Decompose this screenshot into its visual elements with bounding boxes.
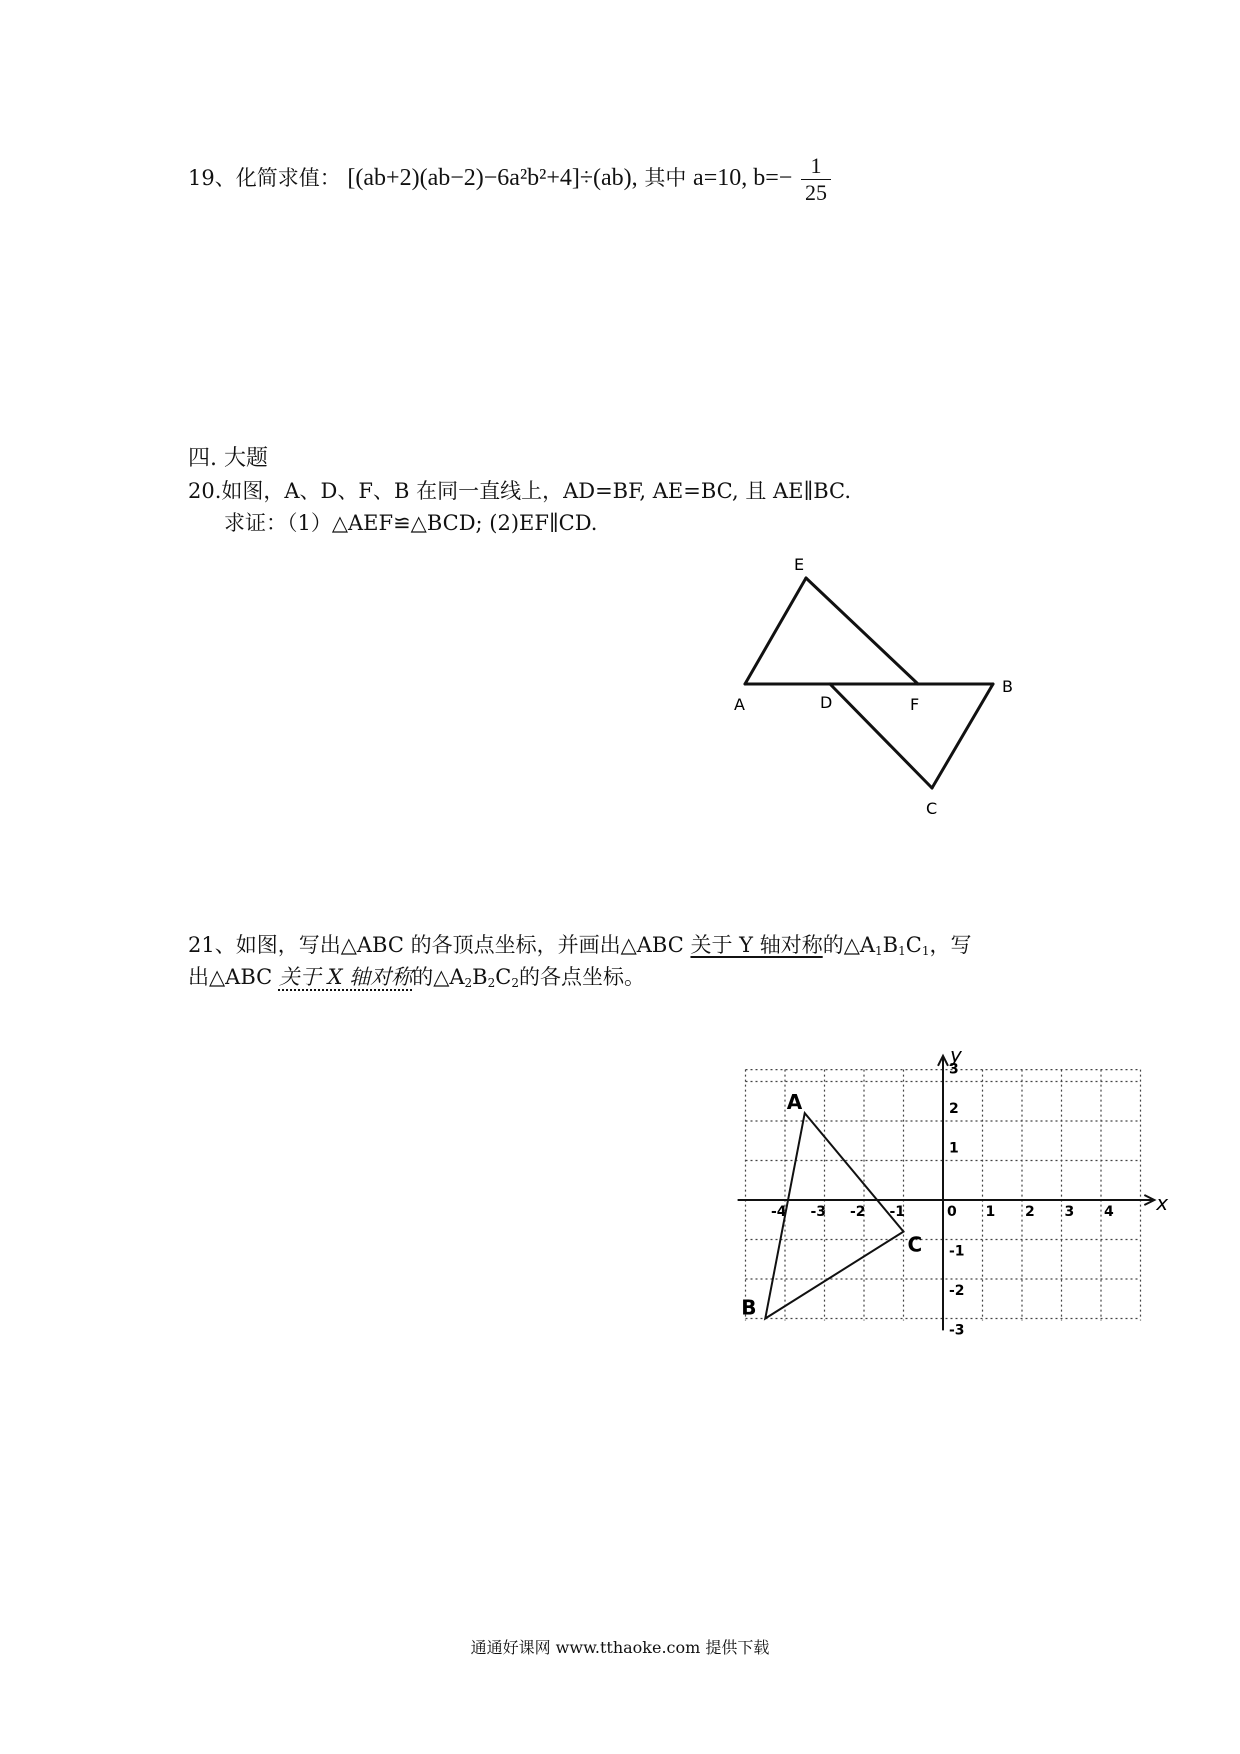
x-tick-label: 4 (1104, 1204, 1114, 1220)
q21-sub-c1: 1 (921, 944, 930, 958)
x-tick-label: 2 (1025, 1204, 1035, 1220)
label-f: F (910, 695, 920, 714)
q21-sub-c2: 2 (511, 976, 519, 990)
q21-letter-c2: C (495, 965, 512, 989)
q21-line1-end: ，写 (929, 933, 972, 957)
section-4-title: 四. 大题 (188, 446, 268, 471)
y-tick-label: -1 (949, 1243, 965, 1260)
q21-line1-underlined: 关于 Y 轴对称 (690, 933, 823, 957)
q19-label: 19、化简求值： (188, 166, 341, 190)
label-d: D (820, 693, 833, 712)
q19-fraction-denominator: 25 (805, 180, 827, 205)
x-tick-label: -2 (850, 1204, 866, 1220)
q19-fraction-numerator: 1 (801, 153, 831, 180)
q21-sub-b2: 2 (487, 976, 496, 990)
q21-line2-underlined: 关于 X 轴对称 (278, 965, 413, 989)
q19-expression: [(ab+2)(ab−2)−6a²b²+4]÷(ab), (347, 165, 638, 191)
q20-statement: 20.如图，A、D、F、B 在同一直线上，AD=BF, AE=BC, 且 AE∥BC. (188, 479, 852, 503)
q21-sub-a1: 1 (875, 944, 883, 958)
x-tick-label: -3 (810, 1204, 827, 1220)
triangle-abc (765, 1113, 903, 1318)
y-tick-label: 2 (949, 1101, 959, 1117)
x-tick-label: -4 (771, 1204, 787, 1220)
point-c-label: C (907, 1232, 923, 1257)
q21-sub-b1: 1 (898, 944, 906, 958)
footer-text: 通通好课网 www.tthaoke.com 提供下载 (470, 1638, 770, 1657)
label-a: A (734, 695, 745, 714)
q21-letter-b1: B (882, 933, 899, 957)
label-c: C (926, 799, 938, 818)
y-tick-label: -2 (949, 1283, 965, 1299)
y-axis-label: y (950, 1042, 962, 1067)
q21-line1-post: 的△A (822, 933, 876, 957)
x-axis-label: x (1156, 1191, 1169, 1215)
q21-letter-b2: B (472, 965, 488, 989)
y-tick-label: 1 (949, 1140, 959, 1157)
q20-prove: 求证：（1）△AEF≌△BCD; (2)EF∥CD. (224, 511, 598, 535)
label-e: E (794, 555, 805, 574)
x-tick-label: 1 (985, 1204, 996, 1220)
point-b-label: B (741, 1295, 757, 1320)
q21-line1-pre: 21、如图，写出△ABC 的各顶点坐标，并画出△ABC (188, 933, 691, 957)
q21-line2-post: 的△A (412, 965, 465, 989)
x-tick-label: 3 (1064, 1204, 1075, 1220)
q21-sub-a2: 2 (464, 976, 473, 990)
q21-line2-pre: 出△ABC (188, 965, 279, 989)
x-tick-label: 0 (947, 1204, 957, 1220)
q21-letter-c1: C (905, 933, 922, 957)
label-b: B (1002, 677, 1013, 696)
q21-line2-end: 的各点坐标。 (518, 965, 645, 989)
y-tick-label: -3 (949, 1322, 965, 1339)
y-tick-label: 3 (949, 1061, 959, 1078)
q19-condition: a=10, b=− (693, 165, 793, 191)
x-tick-label: -1 (889, 1204, 906, 1220)
point-a-label: A (786, 1090, 803, 1115)
q19-where: 其中 (644, 166, 687, 190)
